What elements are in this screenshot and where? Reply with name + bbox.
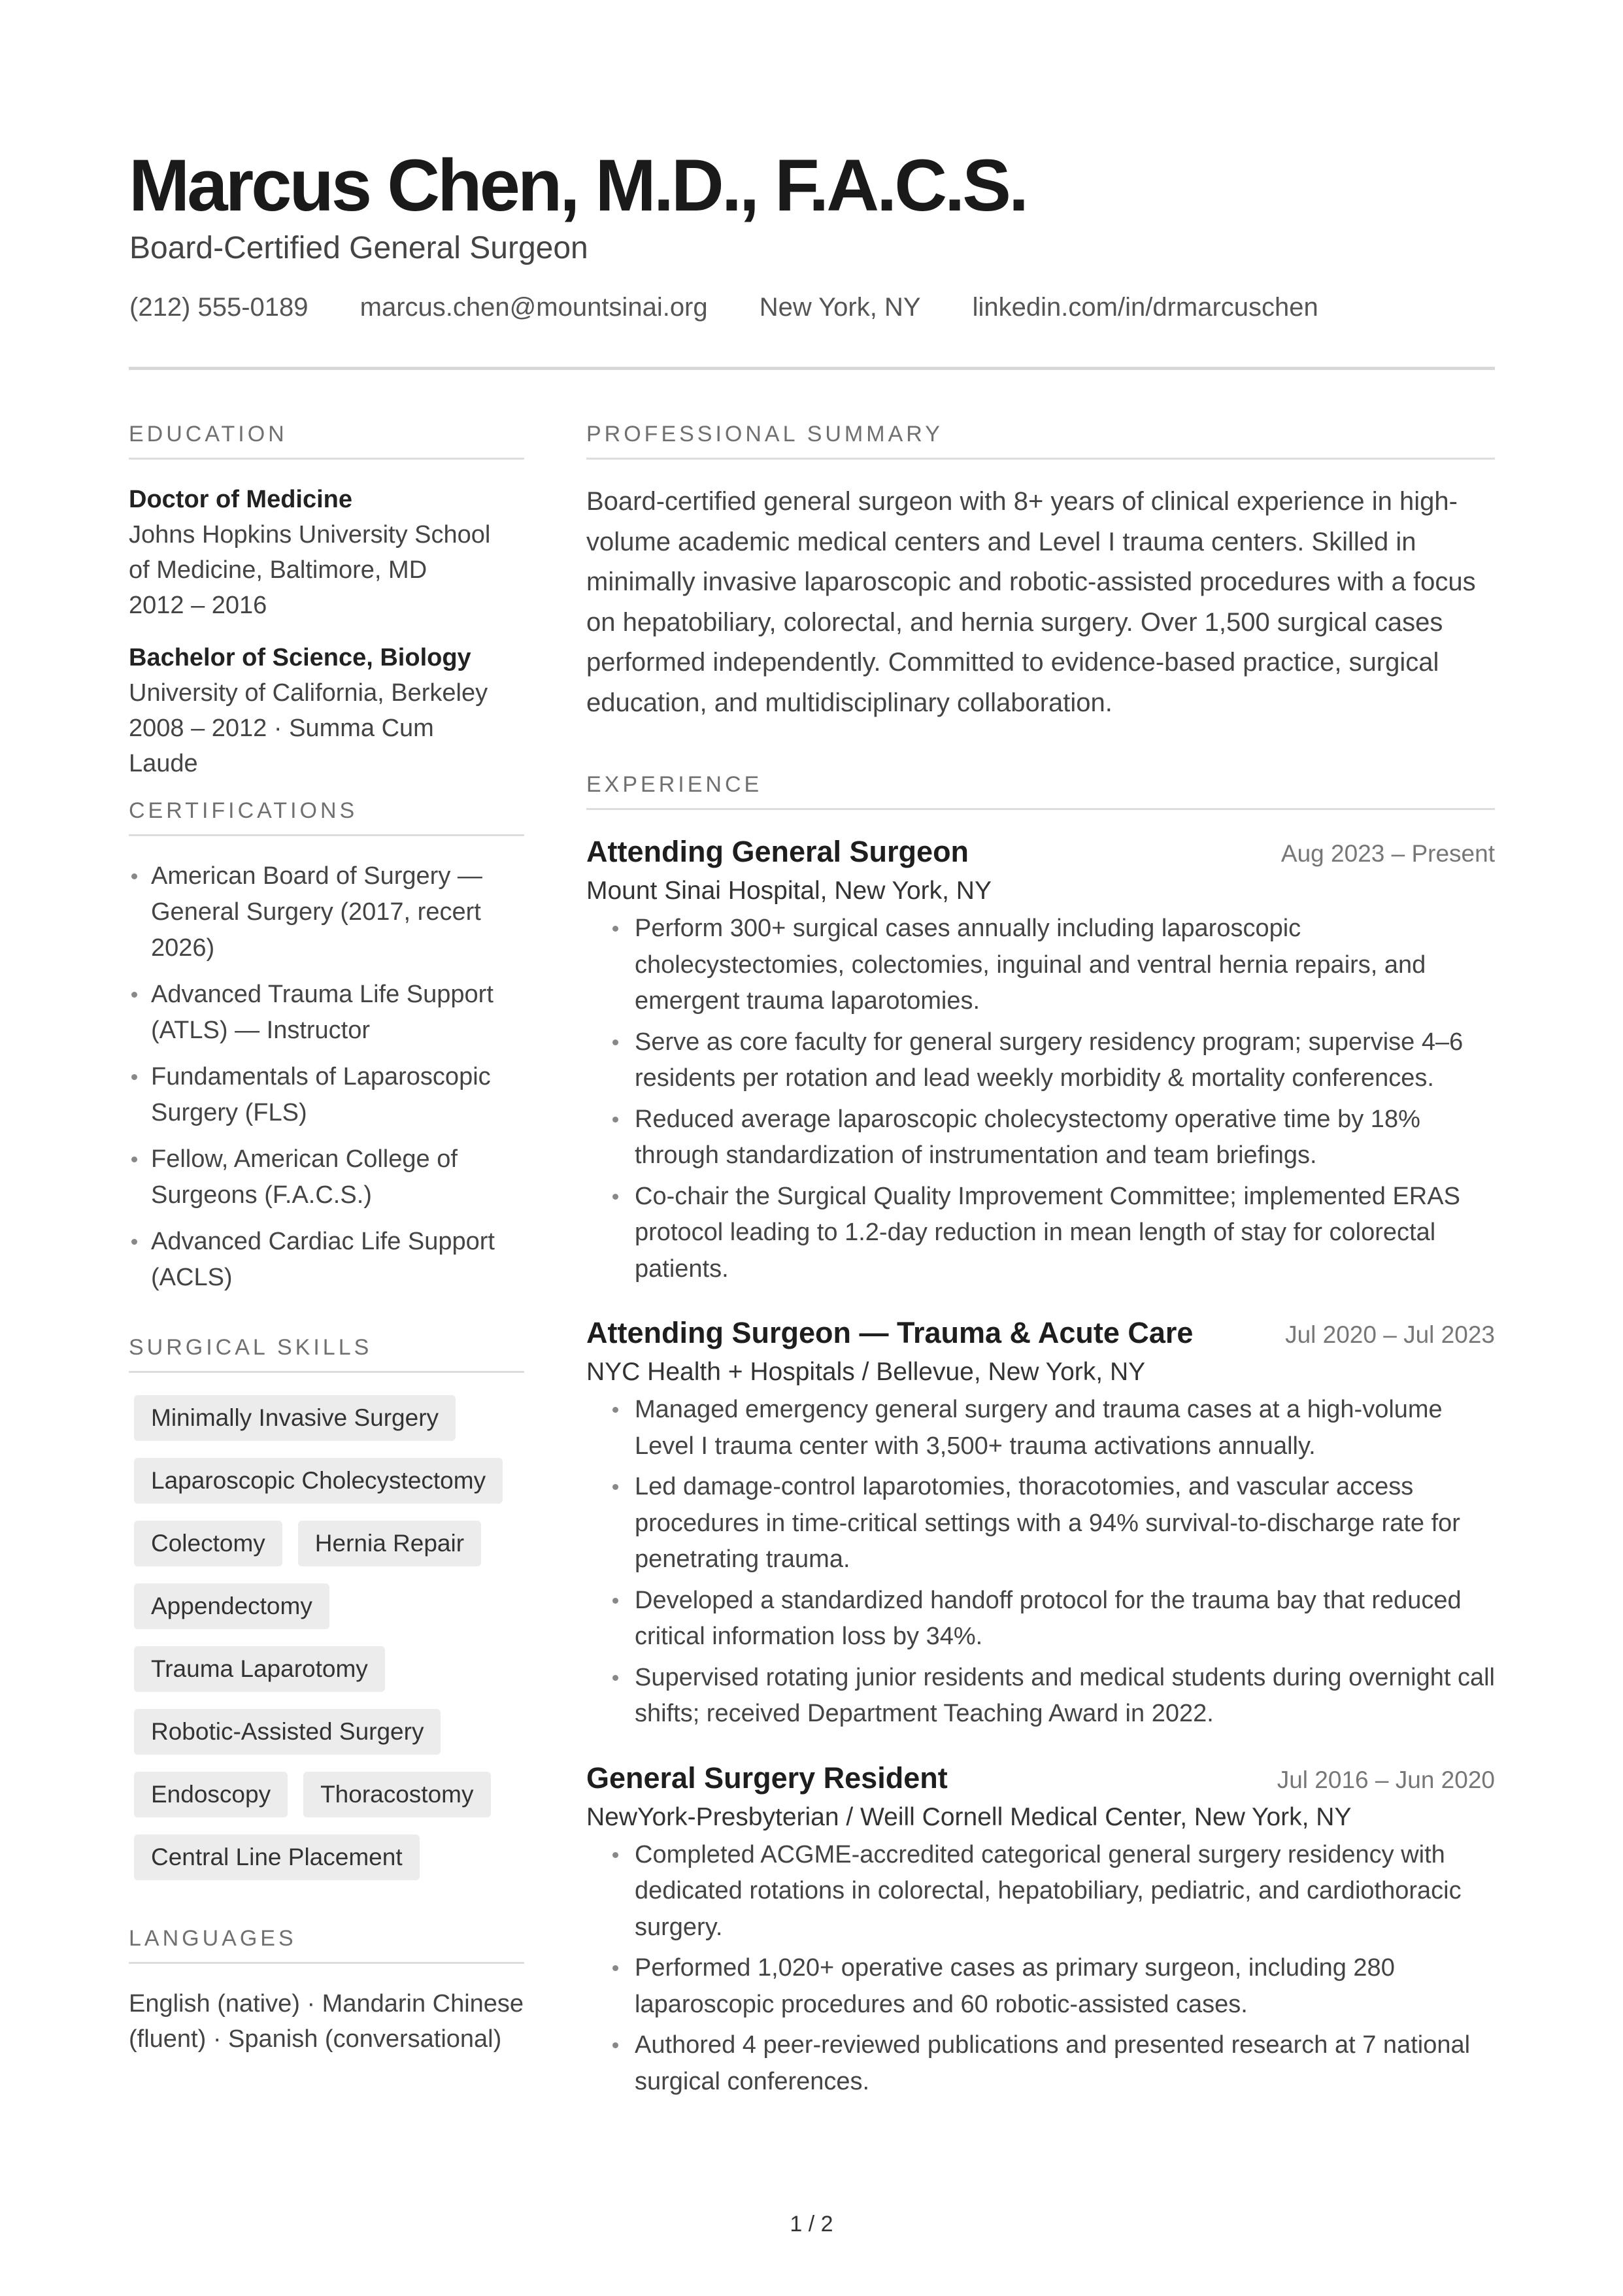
certification-item: Advanced Cardiac Life Support (ACLS) (129, 1224, 524, 1296)
summary-heading: PROFESSIONAL SUMMARY (586, 422, 1495, 460)
languages-heading: LANGUAGES (129, 1926, 524, 1964)
page-number: 1 / 2 (790, 2212, 833, 2237)
skill-tag: Minimally Invasive Surgery (134, 1395, 456, 1441)
skill-tag: Colectomy (134, 1521, 282, 1566)
certifications-heading: CERTIFICATIONS (129, 798, 524, 836)
experience-heading: EXPERIENCE (586, 772, 1495, 810)
job-title: General Surgery Resident (586, 1761, 948, 1795)
degree: Bachelor of Science, Biology (129, 644, 471, 671)
languages-text: English (native) · Mandarin Chinese (fluent) · Spanish (conversational) (129, 1990, 524, 2053)
education-line: Laude (129, 750, 198, 777)
job-bullet: Authored 4 peer-reviewed publications and presented research at 7 national surgical conferences. (635, 2027, 1495, 2100)
job-bullet: Reduced average laparoscopic cholecystectomy operative time by 18% through standardization of instrumentation and team briefings. (635, 1102, 1495, 1174)
skills-heading: SURGICAL SKILLS (129, 1335, 524, 1373)
left-column (129, 422, 524, 2057)
job-bullet: Perform 300+ surgical cases annually including laparoscopic cholecystectomies, colectomies, inguinal and ventral hernia repairs, and emergent trauma laparotomies. (635, 911, 1495, 1020)
contact-info (129, 293, 1363, 322)
education-item (129, 482, 524, 623)
skill-tag: Central Line Placement (134, 1834, 420, 1880)
job-bullets (586, 1392, 1495, 1732)
summary-text: Board-certified general surgeon with 8+ years of clinical experience in high-volume academic medical centers and Level I trauma centers. Skilled in minimally invasive laparoscopic and robotic-assisted procedures with a focus on hepatobiliary, colorectal, and hernia surgery. Over 1,500 surgical cases performed independently. Committed to evidence-based practice, surgical education, and multidisciplinary collaboration. (586, 487, 1476, 717)
education-line: Johns Hopkins University School (129, 521, 491, 549)
job-organization: NewYork-Presbyterian / Weill Cornell Medical Center, New York, NY (586, 1802, 1352, 1831)
job-bullet: Supervised rotating junior residents and medical students during overnight call shifts; received Department Teaching Award in 2022. (635, 1660, 1495, 1732)
job-bullets (586, 1837, 1495, 2101)
job-bullet: Serve as core faculty for general surgery residency program; supervise 4–6 residents per rotation and lead weekly morbidity & mortality conferences. (635, 1024, 1495, 1097)
job-title: Attending General Surgeon (586, 835, 969, 868)
job-dates: Aug 2023 – Present (1280, 840, 1495, 867)
job-bullet: Completed ACGME-accredited categorical general surgery residency with dedicated rotations in colorectal, hepatobiliary, pediatric, and cardiothoracic surgery. (635, 1837, 1495, 1946)
degree: Doctor of Medicine (129, 486, 353, 513)
job-bullet: Managed emergency general surgery and trauma cases at a high-volume Level I trauma center with 3,500+ trauma activations annually. (635, 1392, 1495, 1464)
right-column (586, 422, 1495, 2126)
education-dates: 2012 – 2016 (129, 592, 267, 619)
skill-tag: Trauma Laparotomy (134, 1646, 385, 1692)
job-entry (586, 832, 1495, 1287)
skill-tag: Endoscopy (134, 1772, 288, 1817)
skills-list (134, 1395, 526, 1880)
certification-item: Advanced Trauma Life Support (ATLS) — Instructor (129, 977, 524, 1049)
candidate-title: Board-Certified General Surgeon (129, 231, 588, 265)
education-line: 2008 – 2012 · Summa Cum (129, 715, 434, 742)
job-organization: NYC Health + Hospitals / Bellevue, New York, NY (586, 1358, 1146, 1386)
job-bullet: Performed 1,020+ operative cases as primary surgeon, including 280 laparoscopic procedures and 60 robotic-assisted cases. (635, 1950, 1495, 2023)
job-bullets (586, 911, 1495, 1287)
job-bullet: Developed a standardized handoff protocol for the trauma bay that reduced critical information loss by 34%. (635, 1583, 1495, 1655)
job-entry (586, 1759, 1495, 2101)
education-line: University of California, Berkeley (129, 679, 488, 707)
job-dates: Jul 2020 – Jul 2023 (1285, 1321, 1495, 1348)
education-item (129, 640, 524, 781)
job-bullet: Led damage-control laparotomies, thoracotomies, and vascular access procedures in time-critical settings with a 94% survival-to-discharge rate for penetrating trauma. (635, 1469, 1495, 1578)
email-address: marcus.chen@mountsinai.org (360, 293, 708, 322)
job-title: Attending Surgeon — Trauma & Acute Care (586, 1316, 1194, 1349)
location: New York, NY (759, 293, 921, 322)
header-divider (129, 367, 1495, 370)
skill-tag: Appendectomy (134, 1583, 329, 1629)
skill-tag: Thoracostomy (303, 1772, 490, 1817)
skill-tag: Laparoscopic Cholecystectomy (134, 1458, 503, 1504)
job-dates: Jul 2016 – Jun 2020 (1277, 1766, 1495, 1793)
skill-tag: Hernia Repair (298, 1521, 481, 1566)
certification-item: American Board of Surgery — General Surgery (2017, recert 2026) (129, 858, 524, 966)
certification-item: Fundamentals of Laparoscopic Surgery (FLS) (129, 1059, 524, 1131)
skill-tag: Robotic-Assisted Surgery (134, 1709, 441, 1755)
certifications-list (129, 858, 524, 1296)
certification-item: Fellow, American College of Surgeons (F.A.C.S.) (129, 1141, 524, 1213)
job-organization: Mount Sinai Hospital, New York, NY (586, 877, 992, 905)
linkedin-url: linkedin.com/in/drmarcuschen (972, 293, 1318, 322)
education-line: of Medicine, Baltimore, MD (129, 556, 427, 584)
job-bullet: Co-chair the Surgical Quality Improvement Committee; implemented ERAS protocol leading to 1.2-day reduction in mean length of stay for colorectal patients. (635, 1179, 1495, 1288)
phone-number: (212) 555-0189 (129, 293, 309, 322)
education-heading: EDUCATION (129, 422, 524, 460)
candidate-name: Marcus Chen, M.D., F.A.C.S. (129, 144, 1027, 226)
job-entry (586, 1313, 1495, 1732)
